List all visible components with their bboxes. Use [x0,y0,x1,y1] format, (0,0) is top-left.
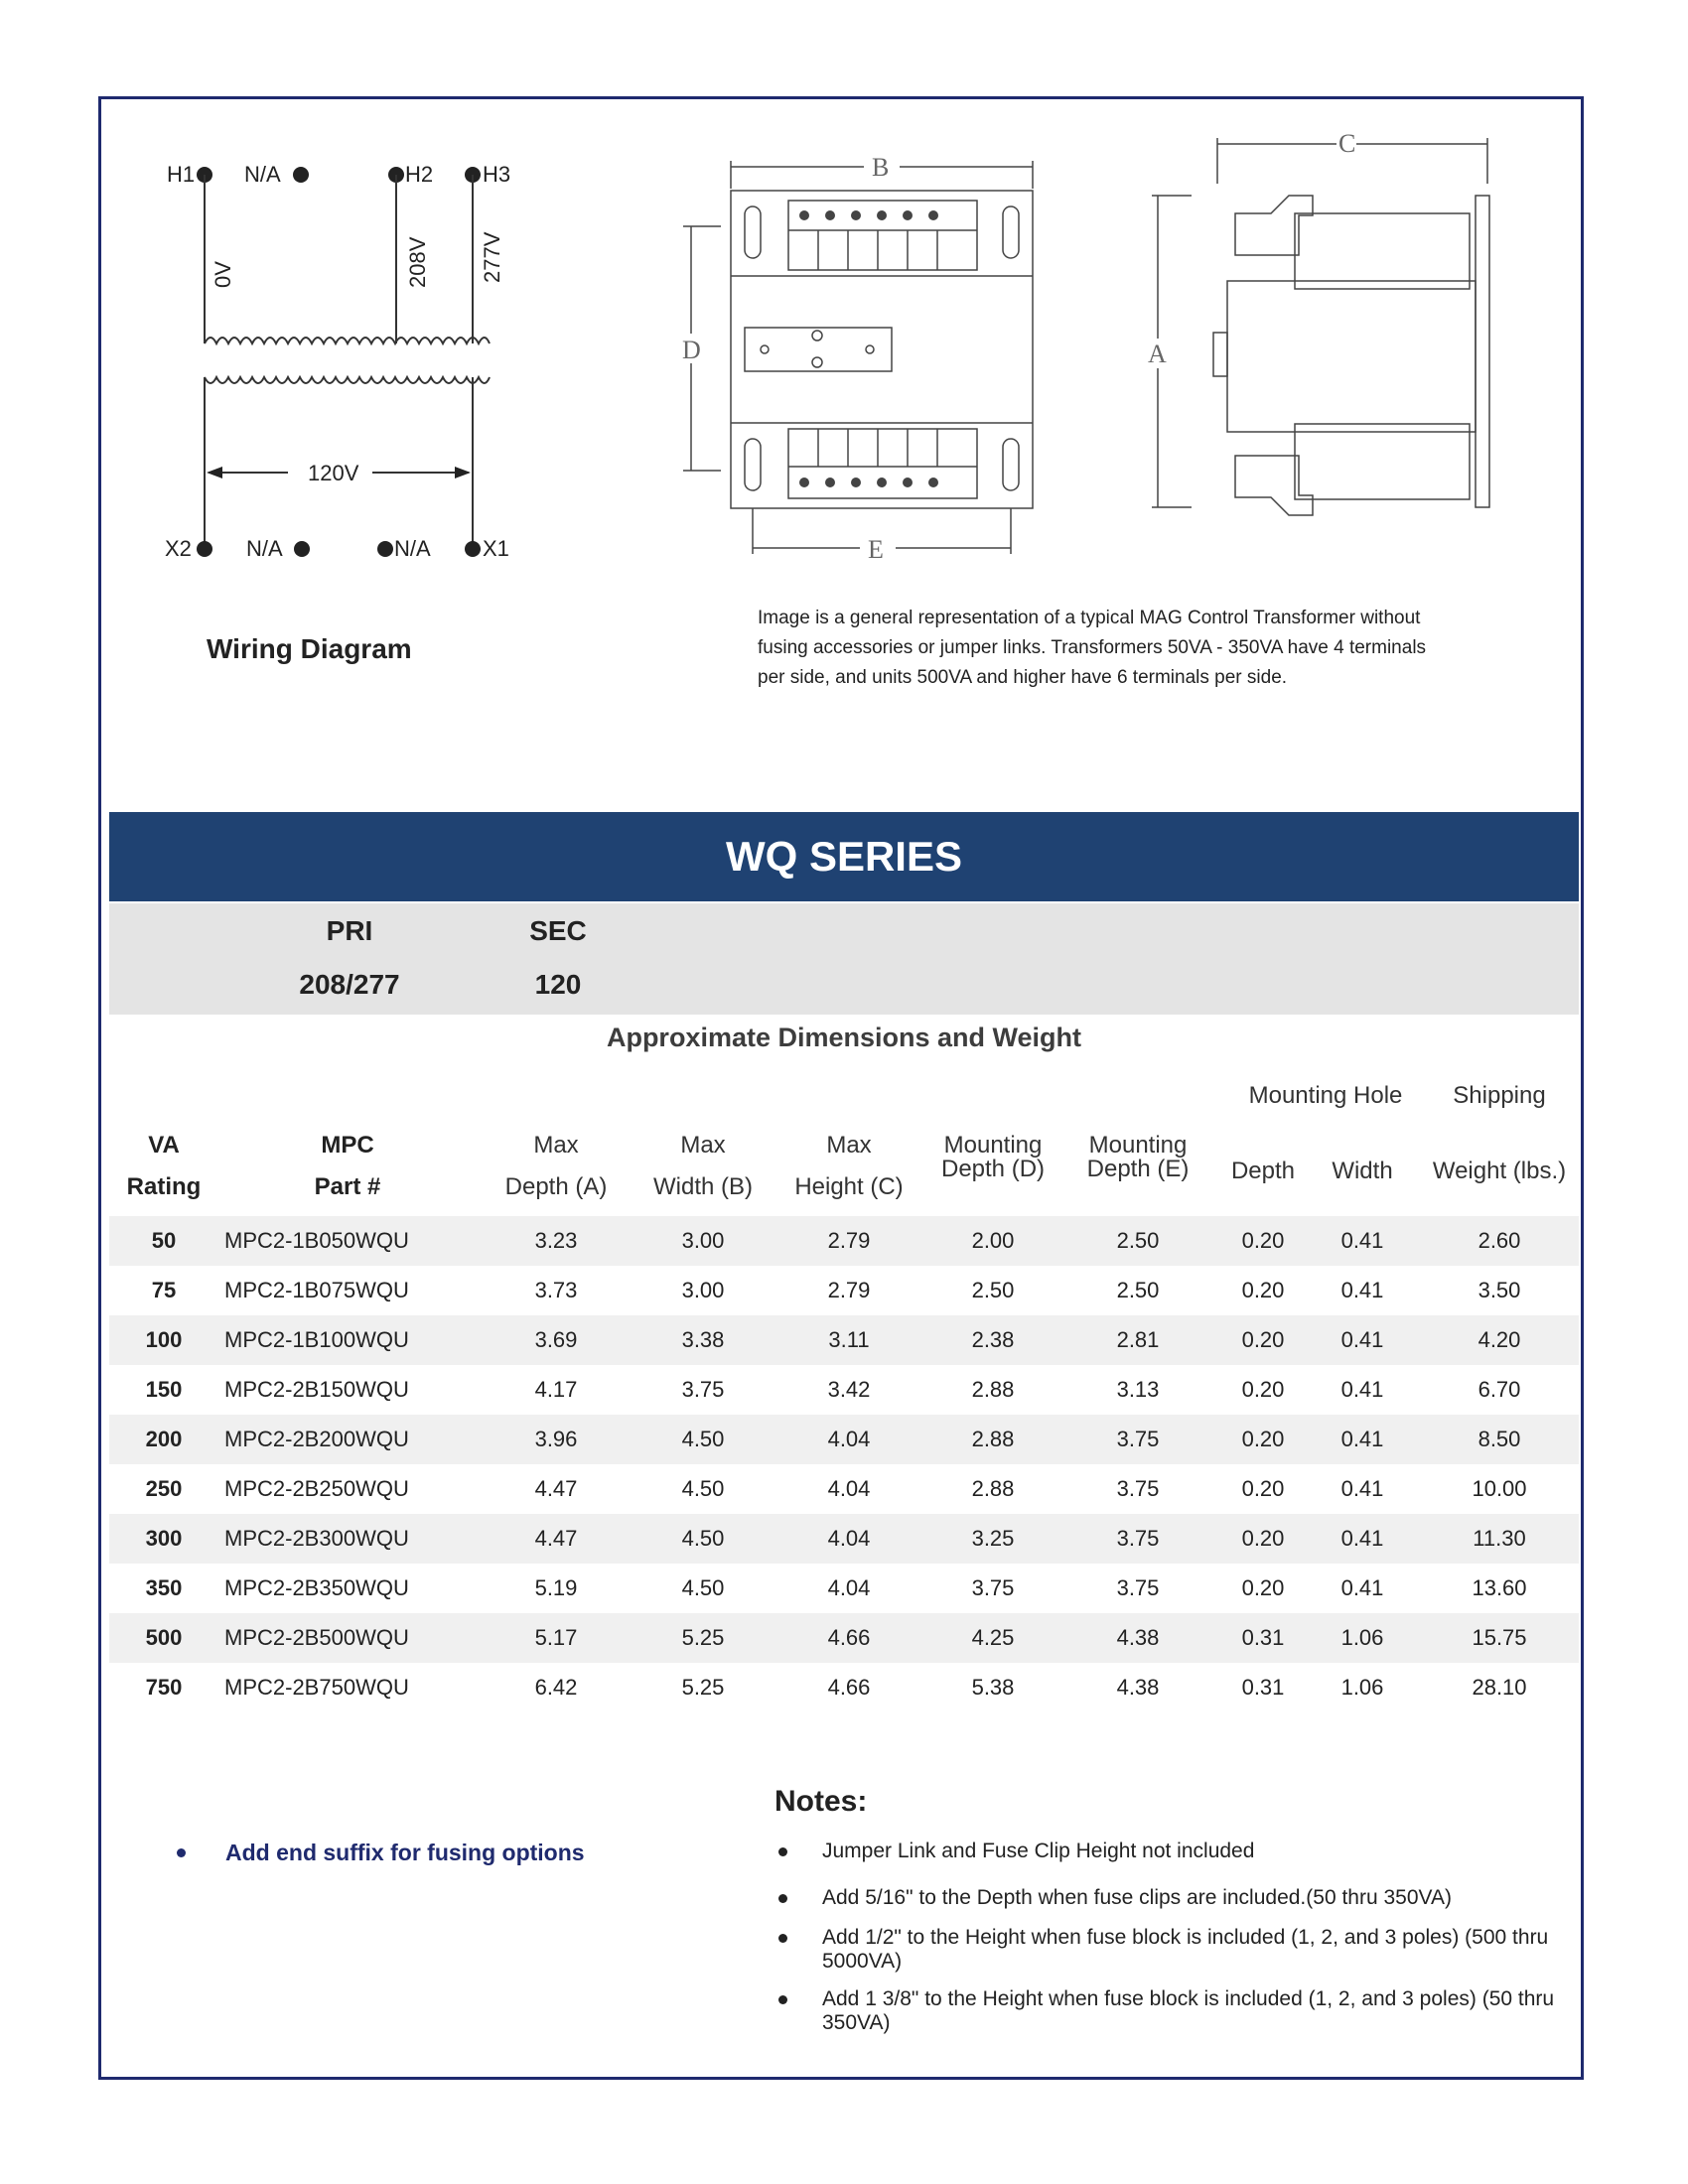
table-cell-c: 2.79 [827,1228,871,1253]
label-x1: X1 [483,536,509,561]
table-cell-hw: 0.41 [1340,1327,1384,1352]
table-row [109,1564,1579,1613]
dimension-label-e: E [868,535,884,564]
suffix-bullet-icon [177,1848,186,1857]
table-cell-va: 300 [145,1526,183,1551]
header-mpc: MPC [321,1132,374,1159]
note-item: Add 5/16" to the Depth when fuse clips are included.(50 thru 350VA) [822,1886,1452,1909]
header-mounting-hole: Mounting Hole [1248,1082,1403,1109]
table-cell-hw: 1.06 [1340,1675,1384,1700]
dimension-label-c: C [1338,129,1356,158]
table-cell-e: 3.75 [1116,1427,1160,1451]
label-na-bottom-left: N/A [246,536,283,561]
transformer-side-view [1132,124,1529,521]
table-cell-b: 3.00 [681,1278,725,1302]
table-cell-hd: 0.20 [1241,1476,1285,1501]
table-cell-d: 2.88 [971,1377,1015,1402]
label-h3: H3 [483,162,511,187]
header-hole-depth: Depth [1230,1158,1296,1184]
table-cell-va: 75 [151,1278,177,1302]
table-cell-c: 3.42 [827,1377,871,1402]
header-max-depth-2: Depth (A) [504,1173,608,1200]
table-cell-c: 4.04 [827,1476,871,1501]
table-cell-part: MPC2-2B200WQU [224,1427,409,1451]
table-row [109,1514,1579,1564]
label-x2: X2 [165,536,192,561]
table-cell-part: MPC2-1B075WQU [224,1278,409,1302]
table-cell-a: 5.19 [534,1575,578,1600]
table-cell-hd: 0.20 [1241,1377,1285,1402]
table-cell-hw: 0.41 [1340,1228,1384,1253]
table-cell-hd: 0.20 [1241,1228,1285,1253]
table-cell-c: 3.11 [828,1327,870,1352]
table-cell-hd: 0.20 [1241,1427,1285,1451]
table-cell-va: 500 [145,1625,183,1650]
dimensions-table [109,1216,1579,1712]
label-0v: 0V [211,261,235,288]
table-row [109,1266,1579,1315]
table-cell-hd: 0.20 [1241,1327,1285,1352]
table-cell-c: 4.04 [827,1427,871,1451]
table-cell-hw: 1.06 [1340,1625,1384,1650]
table-cell-d: 2.38 [971,1327,1015,1352]
table-cell-part: MPC2-1B100WQU [224,1327,409,1352]
table-cell-wt: 15.75 [1472,1625,1527,1650]
dimension-label-b: B [872,153,890,182]
table-cell-hd: 0.31 [1241,1675,1285,1700]
table-cell-wt: 11.30 [1473,1526,1526,1551]
table-cell-wt: 6.70 [1477,1377,1521,1402]
table-cell-d: 2.88 [971,1476,1015,1501]
table-cell-wt: 13.60 [1472,1575,1527,1600]
table-row [109,1415,1579,1464]
table-cell-va: 100 [145,1327,183,1352]
dimension-label-a: A [1148,340,1167,368]
table-cell-d: 3.25 [971,1526,1015,1551]
table-cell-b: 3.00 [681,1228,725,1253]
header-max-width-2: Width (B) [652,1173,753,1200]
table-cell-hw: 0.41 [1340,1526,1384,1551]
table-cell-wt: 10.00 [1472,1476,1527,1501]
header-mounting-d-2: Depth (D) [940,1156,1046,1182]
table-cell-b: 3.38 [681,1327,725,1352]
table-cell-hd: 0.20 [1241,1526,1285,1551]
table-cell-hw: 0.41 [1340,1476,1384,1501]
table-cell-part: MPC2-2B750WQU [224,1675,409,1700]
table-cell-d: 2.88 [971,1427,1015,1451]
table-cell-va: 350 [145,1575,183,1600]
table-cell-hd: 0.31 [1241,1625,1285,1650]
pri-value: 208/277 [299,969,400,1000]
note-item: Add 1 3/8" to the Height when fuse block is included (1, 2, and 3 poles) (50 thru 350VA) [822,1987,1555,2034]
table-cell-hw: 0.41 [1340,1377,1384,1402]
header-rating: Rating [126,1173,202,1200]
table-cell-va: 750 [145,1675,183,1700]
header-mounting-e-1: Mounting [1088,1132,1188,1159]
wiring-diagram [149,149,536,576]
table-cell-hw: 0.41 [1340,1575,1384,1600]
table-cell-a: 5.17 [534,1625,578,1650]
table-cell-b: 5.25 [681,1675,725,1700]
table-row [109,1365,1579,1415]
table-cell-c: 2.79 [827,1278,871,1302]
suffix-note: Add end suffix for fusing options [225,1840,585,1865]
table-cell-a: 4.47 [534,1526,578,1551]
image-caption: Image is a general representation of a typical MAG Control Transformer without fusing accessories or jumper links. Transformers 50VA - 350VA have 4 terminals per side, and units 500VA and higher have 6 terminals per side. [758,608,1427,688]
table-cell-hd: 0.20 [1241,1575,1285,1600]
label-277v: 277V [480,231,504,283]
terminal-na-top [293,167,309,183]
header-max-height-2: Height (C) [794,1173,904,1200]
table-cell-va: 250 [145,1476,183,1501]
table-cell-wt: 28.10 [1472,1675,1527,1700]
header-mounting-e-2: Depth (E) [1086,1156,1190,1182]
table-cell-part: MPC2-2B500WQU [224,1625,409,1650]
terminal-na-bottom-right [377,541,393,557]
table-cell-e: 4.38 [1116,1625,1160,1650]
dimensions-title: Approximate Dimensions and Weight [606,1023,1082,1052]
label-208v: 208V [405,236,430,288]
terminal-x2 [197,541,212,557]
table-cell-wt: 2.60 [1477,1228,1521,1253]
table-cell-c: 4.66 [827,1675,871,1700]
table-row [109,1216,1579,1266]
table-cell-va: 50 [151,1228,177,1253]
header-shipping: Shipping [1453,1082,1546,1109]
table-cell-part: MPC2-2B350WQU [224,1575,409,1600]
table-cell-e: 2.81 [1116,1327,1160,1352]
table-cell-c: 4.04 [827,1575,871,1600]
label-120v: 120V [308,461,359,485]
table-cell-a: 4.17 [534,1377,578,1402]
note-item: Add 1/2" to the Height when fuse block is included (1, 2, and 3 poles) (500 thru 5000VA) [822,1926,1549,1973]
table-cell-e: 3.75 [1116,1476,1160,1501]
table-cell-a: 3.23 [534,1228,578,1253]
table-cell-va: 150 [145,1377,183,1402]
header-va: VA [148,1132,180,1159]
table-cell-d: 4.25 [971,1625,1015,1650]
note-bullet-icon [778,1847,787,1856]
table-cell-c: 4.66 [827,1625,871,1650]
table-cell-e: 3.75 [1116,1575,1160,1600]
transformer-front-view [665,139,1062,576]
table-cell-part: MPC2-2B250WQU [224,1476,409,1501]
table-cell-part: MPC2-2B300WQU [224,1526,409,1551]
table-cell-wt: 3.50 [1477,1278,1521,1302]
notes-title: Notes: [774,1785,868,1818]
note-item: Jumper Link and Fuse Clip Height not included [822,1840,1255,1862]
table-cell-d: 3.75 [971,1575,1015,1600]
table-cell-a: 3.96 [534,1427,578,1451]
table-cell-d: 2.00 [971,1228,1015,1253]
series-title: WQ SERIES [109,812,1579,901]
table-cell-wt: 8.50 [1477,1427,1521,1451]
header-part: Part # [314,1173,381,1200]
table-cell-a: 6.42 [534,1675,578,1700]
table-cell-a: 4.47 [534,1476,578,1501]
table-cell-part: MPC2-1B050WQU [224,1228,409,1253]
table-cell-b: 4.50 [681,1427,725,1451]
label-h1: H1 [167,162,196,187]
table-row [109,1613,1579,1663]
label-na-top: N/A [244,162,281,187]
table-cell-e: 2.50 [1116,1278,1160,1302]
table-cell-va: 200 [145,1427,183,1451]
sec-label: SEC [529,915,587,946]
pri-sec-band [109,903,1579,1015]
table-cell-part: MPC2-2B150WQU [224,1377,409,1402]
header-mounting-d-1: Mounting [943,1132,1043,1159]
note-bullet-icon [778,1894,787,1903]
table-cell-d: 5.38 [971,1675,1015,1700]
sec-value: 120 [534,969,582,1000]
wiring-diagram-title: Wiring Diagram [207,633,412,664]
pri-label: PRI [326,915,373,946]
note-bullet-icon [778,1934,787,1943]
table-cell-e: 3.75 [1116,1526,1160,1551]
header-max-height-1: Max [826,1132,872,1159]
terminal-na-bottom-left [294,541,310,557]
table-cell-a: 3.73 [534,1278,578,1302]
table-row [109,1464,1579,1514]
table-cell-c: 4.04 [827,1526,871,1551]
table-cell-hw: 0.41 [1340,1278,1384,1302]
table-row [109,1315,1579,1365]
header-hole-width: Width [1332,1158,1393,1184]
header-max-depth-1: Max [533,1132,579,1159]
table-cell-b: 3.75 [681,1377,725,1402]
note-bullet-icon [778,1995,787,2004]
table-cell-e: 2.50 [1116,1228,1160,1253]
table-cell-b: 5.25 [681,1625,725,1650]
table-cell-hw: 0.41 [1340,1427,1384,1451]
terminal-x1 [465,541,481,557]
dimension-label-d: D [682,336,701,364]
table-cell-b: 4.50 [681,1476,725,1501]
header-max-width-1: Max [680,1132,726,1159]
table-cell-hd: 0.20 [1241,1278,1285,1302]
table-cell-e: 4.38 [1116,1675,1160,1700]
table-cell-wt: 4.20 [1477,1327,1521,1352]
table-cell-b: 4.50 [681,1575,725,1600]
table-row [109,1663,1579,1712]
table-cell-b: 4.50 [681,1526,725,1551]
table-cell-d: 2.50 [971,1278,1015,1302]
label-na-bottom-right: N/A [394,536,431,561]
label-h2: H2 [405,162,434,187]
table-cell-e: 3.13 [1116,1377,1160,1402]
header-weight: Weight (lbs.) [1432,1158,1567,1184]
table-cell-a: 3.69 [534,1327,578,1352]
